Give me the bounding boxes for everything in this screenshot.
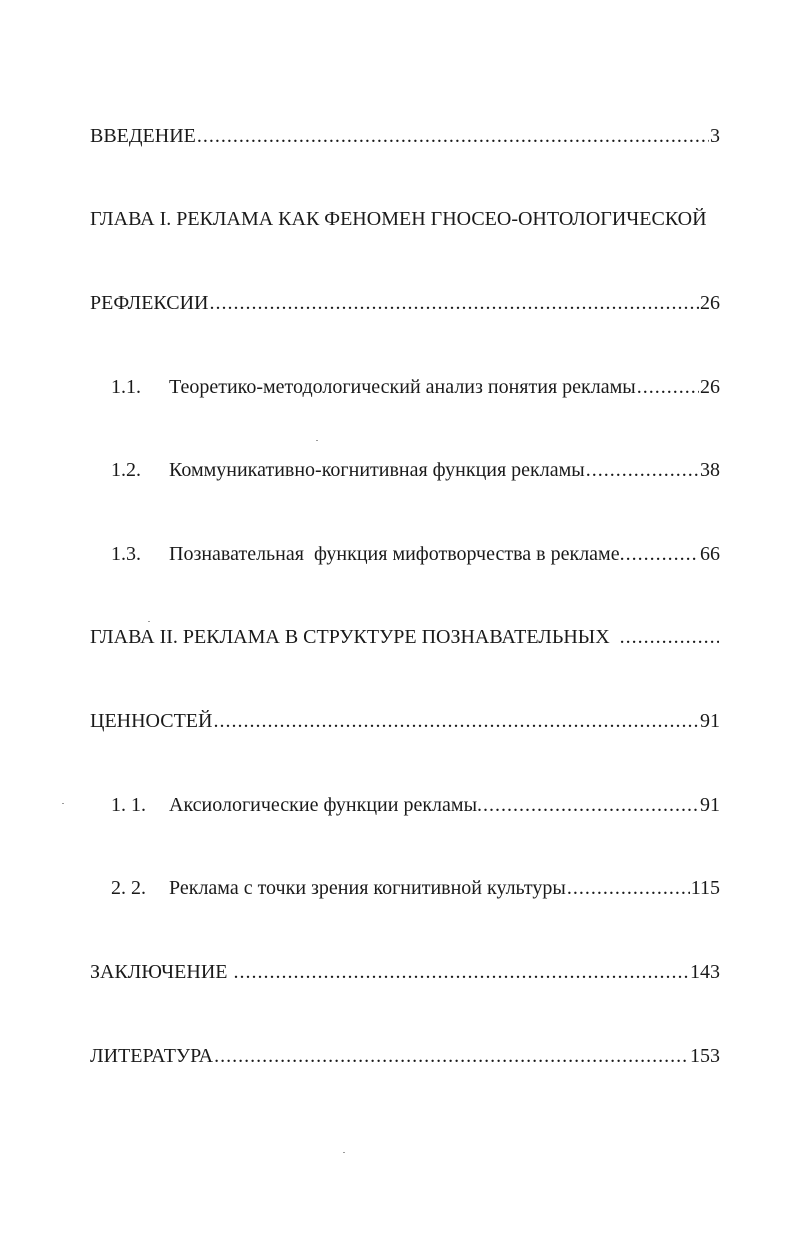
chapter-1-heading-text: ГЛАВА I. РЕКЛАМА КАК ФЕНОМЕН ГНОСЕО-ОНТОЛОГИЧЕСКОЙ [90,208,707,230]
dot-leader [210,291,700,315]
toc-entry-label: ВВЕДЕНИЕ [90,125,196,147]
scan-speck [148,621,150,622]
scan-speck [316,440,318,441]
dot-leader [483,793,699,817]
toc-page-number: 66 [700,543,720,565]
toc-entry-section-1-2[interactable] [111,458,720,482]
section-title: Коммуникативно-когнитивная функция рекламы [169,459,585,481]
toc-page-number: 38 [700,459,720,481]
chapter-2-heading-text: ГЛАВА II. РЕКЛАМА В СТРУКТУРЕ ПОЗНАВАТЕЛЬНЫХ [90,626,610,648]
section-number: 1.1. [111,376,141,398]
chapter-1-heading [90,207,707,231]
dot-leader [620,625,719,649]
section-number: 1. 1. [111,794,146,816]
dot-leader [197,124,709,148]
section-number: 2. 2. [111,877,146,899]
toc-page-number: 91 [700,794,720,816]
toc-page-number: 3 [710,125,720,147]
toc-entry-chapter-1[interactable] [90,291,720,315]
dot-leader [214,1044,689,1068]
dot-leader [233,960,689,984]
toc-entry-label: ЦЕННОСТЕЙ [90,710,213,732]
section-number: 1.2. [111,459,141,481]
toc-entry-section-2-1[interactable] [111,793,720,817]
section-title: Познавательная функция мифотворчества в рекламе. [169,543,625,565]
dot-leader [213,709,699,733]
toc-entry-label: ЗАКЛЮЧЕНИЕ [90,961,228,983]
scan-speck [343,1152,345,1153]
toc-entry-chapter-2[interactable] [90,709,720,733]
toc-entry-section-1-1[interactable] [111,375,720,399]
toc-page-number: 153 [690,1045,720,1067]
toc-page-number: 91 [700,710,720,732]
section-title: Теоретико-методологический анализ понятия рекламы [169,376,636,398]
toc-page-number: 115 [690,877,720,899]
dot-leader [567,876,690,900]
dot-leader [626,542,699,566]
chapter-2-heading [90,625,720,649]
dot-leader [637,375,699,399]
toc-entry-label: РЕФЛЕКСИИ [90,292,209,314]
toc-page-number: 26 [700,376,720,398]
toc-entry-conclusion[interactable] [90,960,720,984]
toc-entry-section-2-2[interactable] [111,876,720,900]
toc-page-number: 143 [690,961,720,983]
section-number: 1.3. [111,543,141,565]
toc-entry-section-1-3[interactable] [111,542,720,566]
toc-entry-literature[interactable] [90,1044,720,1068]
toc-entry-intro[interactable] [90,124,720,148]
section-title: Аксиологические функции рекламы. [169,794,483,816]
toc-page-number: 26 [700,292,720,314]
scan-speck [62,803,64,804]
section-title: Реклама с точки зрения когнитивной культуры [169,877,566,899]
toc-entry-label: ЛИТЕРАТУРА [90,1045,214,1067]
dot-leader [586,458,699,482]
